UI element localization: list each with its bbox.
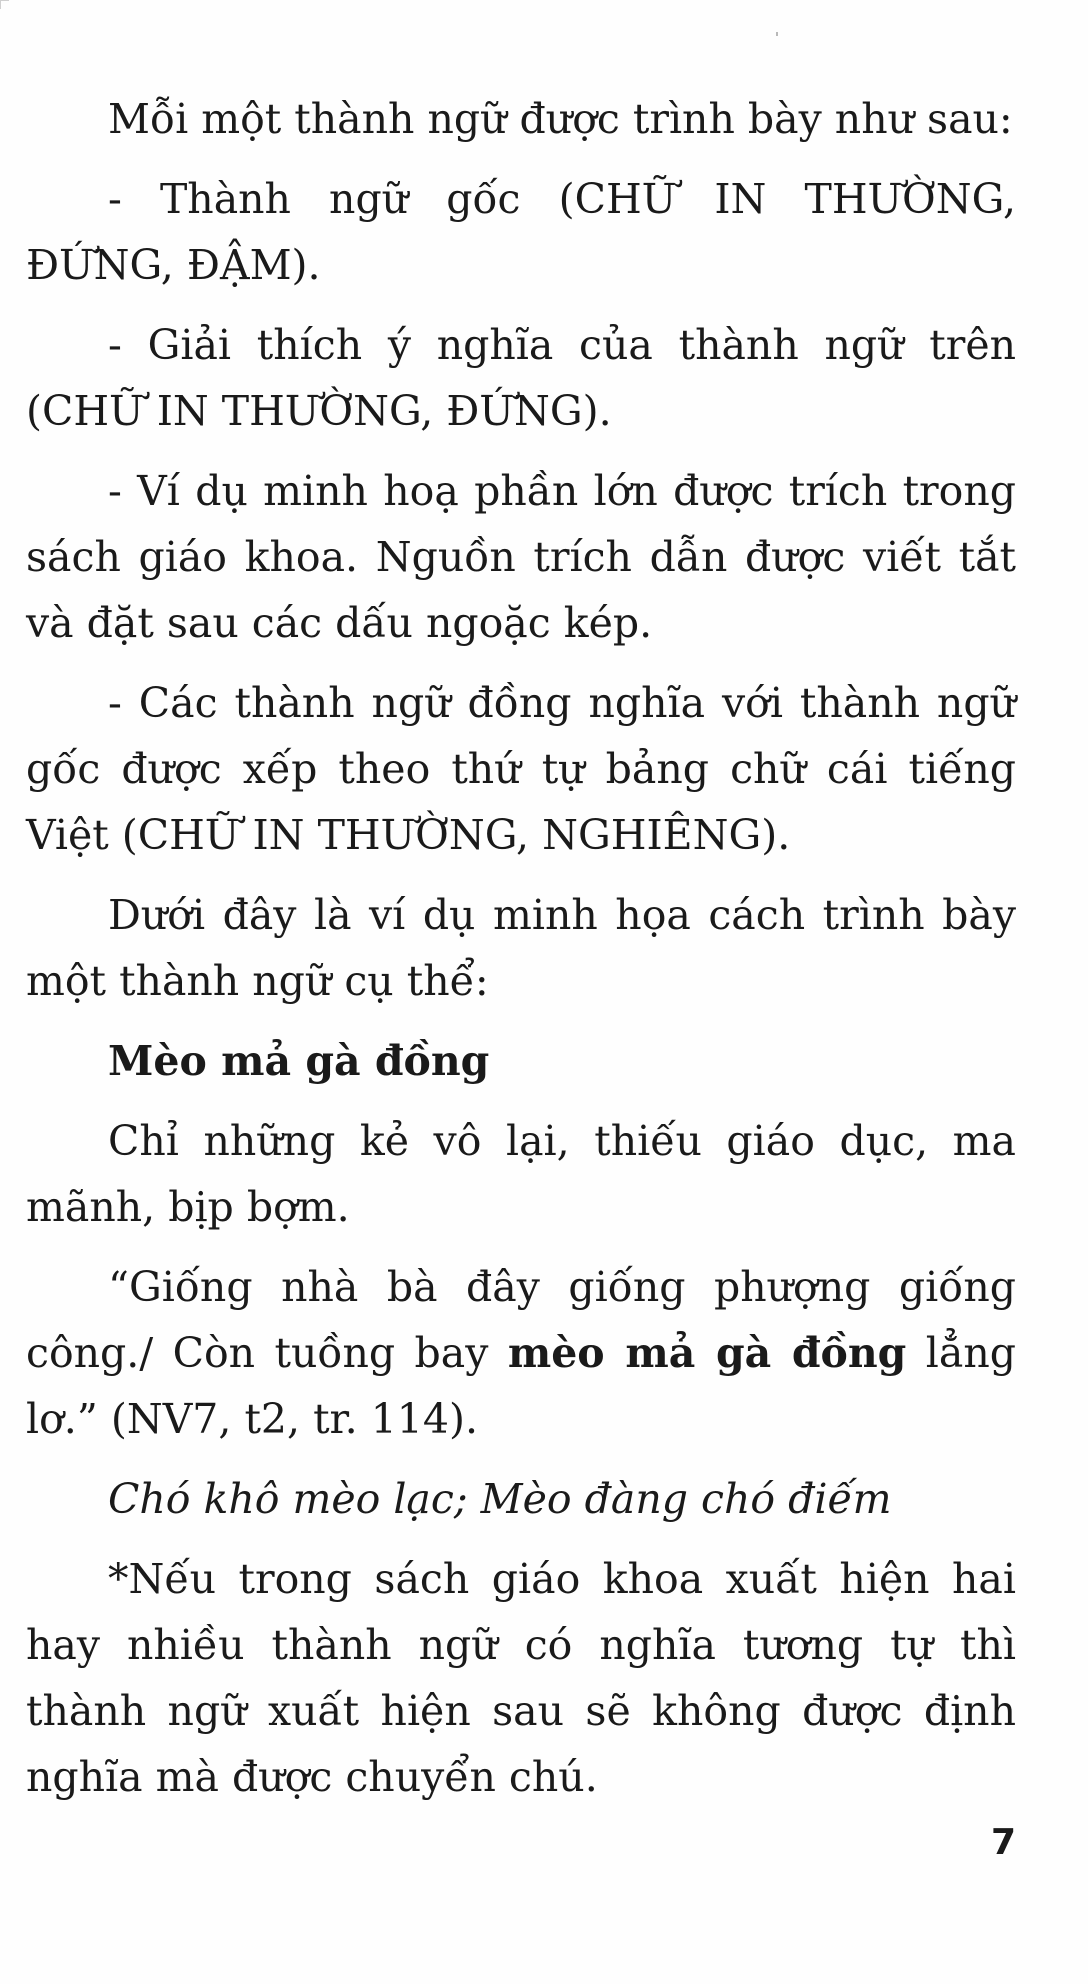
example-quote-text: “Giống nhà bà đây giống phượng giống công./ Còn tuồng bay (26, 1263, 1016, 1377)
page-corner-mark (0, 0, 9, 9)
rule-explanation-paragraph: - Giải thích ý nghĩa của thành ngữ trên (CHỮ IN THƯỜNG, ĐỨNG). (26, 321, 1016, 435)
example-quote-idiom: mèo mả gà đồng (507, 1329, 907, 1377)
example-quote-source: lẳng lơ.” (NV7, t2, tr. 114). (26, 1329, 1017, 1443)
page-number: 7 (990, 1822, 1016, 1863)
body-text (26, 86, 1016, 1824)
example-headword: Mèo mả gà đồng (108, 1037, 490, 1085)
rule-example-paragraph: - Ví dụ minh hoạ phần lớn được trích trong sách giáo khoa. Nguồn trích dẫn được viết tắt và đặt sau các dấu ngoặc kép. (26, 467, 1016, 647)
rule-synonyms-paragraph: - Các thành ngữ đồng nghĩa với thành ngữ gốc được xếp theo thứ tự bảng chữ cái tiếng Việt (CHỮ IN THƯỜNG, NGHIÊNG). (26, 679, 1016, 859)
example-intro-paragraph: Dưới đây là ví dụ minh họa cách trình bày một thành ngữ cụ thể: (26, 891, 1016, 1005)
intro-paragraph: Mỗi một thành ngữ được trình bày như sau: (108, 95, 1013, 143)
rule-headword-paragraph: - Thành ngữ gốc (CHỮ IN THƯỜNG, ĐỨNG, ĐẬM). (26, 175, 1016, 289)
example-quote (26, 1254, 1016, 1452)
example-definition: Chỉ những kẻ vô lại, thiếu giáo dục, ma mãnh, bịp bợm. (26, 1117, 1016, 1231)
paper-speck (776, 32, 778, 36)
example-synonyms: Chó khô mèo lạc; Mèo đàng chó điếm (108, 1475, 892, 1523)
footnote-paragraph: *Nếu trong sách giáo khoa xuất hiện hai hay nhiều thành ngữ có nghĩa tương tự thì thành ngữ xuất hiện sau sẽ không được định nghĩa mà được chuyển chú. (26, 1555, 1016, 1801)
